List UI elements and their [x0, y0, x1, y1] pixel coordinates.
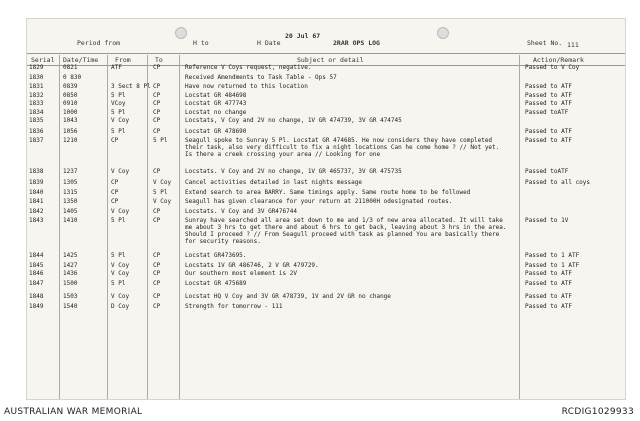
subject-cell: Cancel activities detailed in last nights message — [185, 179, 363, 186]
serial-cell: 1849 — [29, 303, 44, 310]
action-cell: Passed to ATF — [525, 303, 572, 310]
action-cell: Passed to ATF — [525, 270, 572, 277]
action-cell: Passed to ATF — [525, 92, 572, 99]
time-cell: 1056 — [63, 128, 78, 135]
subject-cell: Locstat GR 477743 — [185, 100, 247, 107]
subject-cell: Locstat GR 484698 — [185, 92, 247, 99]
time-cell: 1305 — [63, 179, 78, 186]
serial-cell: 1840 — [29, 189, 44, 196]
col-to: To — [155, 56, 163, 64]
subject-cell: Locstat GR473695. — [185, 252, 247, 259]
serial-cell: 1846 — [29, 270, 44, 277]
serial-cell: 1847 — [29, 280, 44, 287]
subject-cell: Locstat HQ V Coy and 3V GR 478739, 1V and 2V GR no change — [185, 293, 391, 300]
time-cell: 1043 — [63, 117, 78, 124]
subject-cell: Seagull spoke to Sunray 5 Pl. Locstat GR 474685. He now considers they have completed their task, also very difficult to fix a night locations Can he come home ? // Not yet. Is there a creek crossing your area // Looking for one — [185, 137, 500, 158]
time-cell: 1503 — [63, 293, 78, 300]
subject-cell: Extend search to area BARRY. Same timings apply. Same route home to be followed — [185, 189, 471, 196]
col-date-time: Date/Time — [63, 56, 99, 64]
time-cell: 1427 — [63, 262, 78, 269]
to-cell: CP — [153, 100, 161, 107]
to-cell: CP — [153, 117, 161, 124]
action-cell: Passed to 1 ATF — [525, 252, 580, 259]
col-from: From — [115, 56, 131, 64]
subject-cell: Locstat no change — [185, 109, 247, 116]
action-cell: Passed to ATF — [525, 100, 572, 107]
from-cell: V Coy — [111, 117, 130, 124]
from-cell: ATF — [111, 64, 122, 71]
from-cell: 5 Pl — [111, 252, 126, 259]
subject-cell: Reference V Coys request, negative. — [185, 64, 312, 71]
h-date-label: H Date — [257, 39, 281, 47]
serial-cell: 1829 — [29, 64, 44, 71]
from-cell: V Coy — [111, 262, 130, 269]
time-cell: 0850 — [63, 92, 78, 99]
column-divider — [59, 55, 60, 399]
to-cell: CP — [153, 168, 161, 175]
serial-cell: 1848 — [29, 293, 44, 300]
from-cell: VCoy — [111, 100, 126, 107]
serial-cell: 1831 — [29, 83, 44, 90]
serial-cell: 1845 — [29, 262, 44, 269]
serial-cell: 1843 — [29, 217, 44, 224]
to-cell: V Coy — [153, 198, 172, 205]
to-cell: 5 Pl — [153, 189, 168, 196]
column-divider — [519, 55, 520, 399]
action-cell: Passed to 1 ATF — [525, 262, 580, 269]
time-cell: 1237 — [63, 168, 78, 175]
time-cell: 1436 — [63, 270, 78, 277]
log-sheet — [26, 18, 626, 400]
action-cell: Passed to ATF — [525, 293, 572, 300]
subject-cell: Seagull has given clearance for your return at 211000H odesignated routes. — [185, 198, 453, 205]
serial-cell: 1833 — [29, 100, 44, 107]
subject-cell: Locstats, V Coy and 2V no change, 1V GR 474739, 3V GR 474745 — [185, 117, 402, 124]
to-cell: CP — [153, 280, 161, 287]
time-cell: 1405 — [63, 208, 78, 215]
time-cell: 1210 — [63, 137, 78, 144]
action-cell: Passed to ATF — [525, 280, 572, 287]
to-cell: V Coy — [153, 179, 172, 186]
from-cell: 5 Pl — [111, 128, 126, 135]
action-cell: Passed to ATF — [525, 83, 572, 90]
header-rule — [27, 53, 625, 54]
time-cell: 1000 — [63, 109, 78, 116]
from-cell: V Coy — [111, 270, 130, 277]
action-cell: Passed to ATF — [525, 137, 572, 144]
serial-cell: 1838 — [29, 168, 44, 175]
from-cell: CP — [111, 198, 119, 205]
to-cell: CP — [153, 64, 161, 71]
action-cell: Passed to all coys — [525, 179, 591, 186]
h-to-label: H to — [193, 39, 209, 47]
time-cell: 1315 — [63, 189, 78, 196]
to-cell: CP — [153, 128, 161, 135]
serial-cell: 1835 — [29, 117, 44, 124]
subject-cell: Locstat GR 478690 — [185, 128, 247, 135]
time-cell: 1500 — [63, 280, 78, 287]
to-cell: CP — [153, 208, 161, 215]
time-cell: 0910 — [63, 100, 78, 107]
subject-cell: Received Amendments to Task Table - Ops 57 — [185, 74, 337, 81]
date-value: 20 Jul 67 — [285, 32, 321, 40]
serial-cell: 1837 — [29, 137, 44, 144]
from-cell: V Coy — [111, 208, 130, 215]
to-cell: CP — [153, 262, 161, 269]
serial-cell: 1836 — [29, 128, 44, 135]
to-cell: CP — [153, 92, 161, 99]
serial-cell: 1844 — [29, 252, 44, 259]
serial-cell: 1830 — [29, 74, 44, 81]
subject-cell: Have now returned to this location — [185, 83, 308, 90]
footer-source: AUSTRALIAN WAR MEMORIAL — [4, 407, 143, 417]
from-cell: 5 Pl — [111, 109, 126, 116]
action-cell: Passed to 1V — [525, 217, 569, 224]
subject-cell: Strength for tomorrow - 111 — [185, 303, 283, 310]
time-cell: 1350 — [63, 198, 78, 205]
column-divider — [179, 55, 180, 399]
from-cell: 5 Pl — [111, 217, 126, 224]
column-divider — [107, 55, 108, 399]
col-serial: Serial — [31, 56, 55, 64]
to-cell: CP — [153, 270, 161, 277]
subject-cell: Locstats. V Coy and 3V GR476744 — [185, 208, 297, 215]
to-cell: CP — [153, 303, 161, 310]
subject-cell: Locstats 1V GR 486746, 2 V GR 479729. — [185, 262, 319, 269]
time-cell: 0839 — [63, 83, 78, 90]
to-cell: 5 Pl — [153, 137, 168, 144]
to-cell: CP — [153, 217, 161, 224]
footer-id: RCDIG1029933 — [561, 407, 634, 417]
time-cell: 1425 — [63, 252, 78, 259]
serial-cell: 1832 — [29, 92, 44, 99]
from-cell: CP — [111, 189, 119, 196]
sheet-label: Sheet No. — [527, 39, 563, 47]
from-cell: CP — [111, 179, 119, 186]
from-cell: CP — [111, 137, 119, 144]
col-subject: Subject or detail — [297, 56, 364, 64]
from-cell: V Coy — [111, 168, 130, 175]
to-cell: CP — [153, 109, 161, 116]
col-action: Action/Remark — [533, 56, 584, 64]
from-cell: V Coy — [111, 293, 130, 300]
punch-hole — [175, 27, 187, 39]
serial-cell: 1841 — [29, 198, 44, 205]
action-cell: Passed toATF — [525, 109, 569, 116]
action-cell: Passed to ATF — [525, 128, 572, 135]
subject-cell: Sunray have searched all area set down to me and 1/3 of new area allocated. It will take me about 3 hrs to get there and about 6 hrs to get back, leaving about 3 hrs in the area. Should I proceed ? // From Seagull proceed with task as planned You are basically there for security reasons. — [185, 217, 507, 245]
period-label: Period from — [77, 39, 121, 47]
log-title: 2RAR OPS LOG — [333, 39, 380, 47]
to-cell: CP — [153, 252, 161, 259]
subject-cell: Locstats. V Coy and 2V no change, 1V GR 465737, 3V GR 475735 — [185, 168, 402, 175]
time-cell: 1540 — [63, 303, 78, 310]
to-cell: CP — [153, 293, 161, 300]
column-divider — [147, 55, 148, 399]
sheet-number: 111 — [567, 41, 579, 49]
serial-cell: 1842 — [29, 208, 44, 215]
from-cell: D Coy — [111, 303, 130, 310]
from-cell: 3 Sect 8 Pl — [111, 83, 151, 90]
serial-cell: 1834 — [29, 109, 44, 116]
serial-cell: 1839 — [29, 179, 44, 186]
from-cell: 5 Pl — [111, 92, 126, 99]
from-cell: 5 Pl — [111, 280, 126, 287]
action-cell: Passed to V Coy — [525, 64, 580, 71]
to-cell: CP — [153, 83, 161, 90]
subject-cell: Our southern most element is 2V — [185, 270, 297, 277]
time-cell: 0821 — [63, 64, 78, 71]
punch-hole — [437, 27, 449, 39]
action-cell: Passed toATF — [525, 168, 569, 175]
subject-cell: Locstat GR 475689 — [185, 280, 247, 287]
time-cell: 1410 — [63, 217, 78, 224]
time-cell: 0 830 — [63, 74, 82, 81]
